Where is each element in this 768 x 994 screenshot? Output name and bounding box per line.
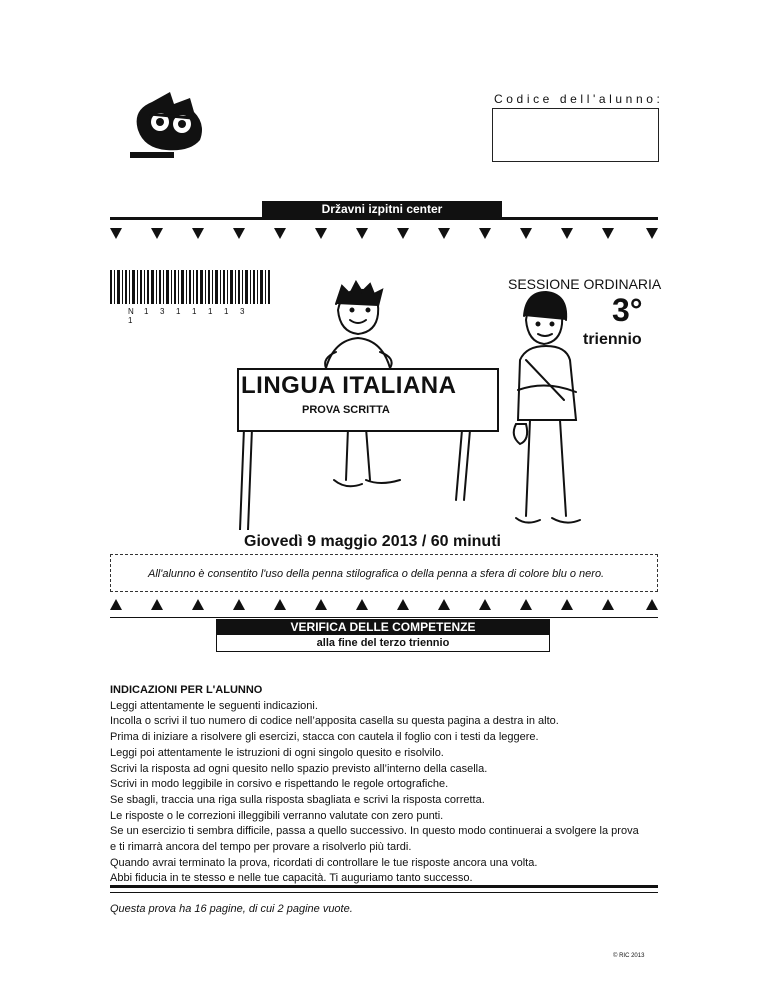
triangle-row-top <box>110 228 658 240</box>
instruction-line: Leggi attentamente le seguenti indicazioni. <box>110 699 318 712</box>
level-label: triennio <box>583 331 642 348</box>
instruction-line: Abbi fiducia in te stesso e nelle tue capacità. Ti auguriamo tanto successo. <box>110 872 473 885</box>
triangle-row-bottom <box>110 599 658 611</box>
instruction-line: Quando avrai terminato la prova, ricordati di controllare le tue risposte ancora una volta. <box>110 856 538 869</box>
barcode-digit: 3 <box>160 307 165 316</box>
pages-note: Questa prova ha 16 pagine, di cui 2 pagine vuote. <box>110 903 353 915</box>
barcode-digit: 1 <box>208 307 213 316</box>
barcode-digit: N <box>128 307 134 316</box>
allowed-pens-text: All'alunno è consentito l'uso della penna stilografica o della penna a sfera di colore blu o nero. <box>148 568 605 580</box>
instruction-line: Se un esercizio ti sembra difficile, passa a quello successivo. In questo modo continuerai a svolgere la prova <box>110 825 639 838</box>
subject-title: LINGUA ITALIANA <box>241 372 457 399</box>
instruction-line: Scrivi in modo leggibile in corsivo e rispettando le regole ortografiche. <box>110 778 449 791</box>
divider-line <box>110 617 658 618</box>
barcode-digit: 1 <box>128 316 133 325</box>
instruction-line: Incolla o scrivi il tuo numero di codice nell’apposita casella su questa pagina a destra in alto. <box>110 715 559 728</box>
session-type: SESSIONE ORDINARIA <box>508 276 662 292</box>
barcode-digit: 1 <box>224 307 229 316</box>
verifica-subtitle: alla fine del terzo triennio <box>216 635 550 652</box>
instructions-block <box>110 683 670 887</box>
student-code-label: Codice dell'alunno: <box>494 92 664 106</box>
instruction-line: Prima di iniziare a risolvere gli esercizi, stacca con cautela il foglio con i testi da leggere. <box>110 731 539 744</box>
divider-line <box>110 217 658 220</box>
instruction-line: Le risposte o le correzioni illeggibili verranno valutate con zero punti. <box>110 809 444 822</box>
student-code-box[interactable] <box>492 108 659 162</box>
instruction-line: Se sbagli, traccia una riga sulla risposta sbagliata e scrivi la risposta corretta. <box>110 793 485 806</box>
barcode-digit: 3 <box>240 307 245 316</box>
grade-label: 3° <box>612 292 643 328</box>
exam-date: Giovedì 9 maggio 2013 / 60 minuti <box>244 533 501 550</box>
barcode-digit: 1 <box>192 307 197 316</box>
divider-line <box>110 885 658 888</box>
owl-logo-icon <box>130 90 210 160</box>
copyright: © RIC 2013 <box>613 953 645 959</box>
instruction-line: Leggi poi attentamente le istruzioni di ogni singolo quesito e risolvilo. <box>110 746 444 759</box>
instruction-line: Scrivi la risposta ad ogni quesito nello spazio previsto all’interno della casella. <box>110 762 488 775</box>
divider-line <box>110 892 658 893</box>
barcode-digit: 1 <box>144 307 149 316</box>
barcode-digit: 1 <box>176 307 181 316</box>
verifica-title: VERIFICA DELLE COMPETENZE <box>216 619 550 635</box>
exam-center-band: Državni izpitni center <box>262 201 502 217</box>
instructions-heading: INDICAZIONI PER L'ALUNNO <box>110 684 263 696</box>
subject-subtitle: PROVA SCRITTA <box>302 404 390 416</box>
instruction-line: e ti rimarrà ancora del tempo per provare a risolverlo più tardi. <box>110 841 412 854</box>
